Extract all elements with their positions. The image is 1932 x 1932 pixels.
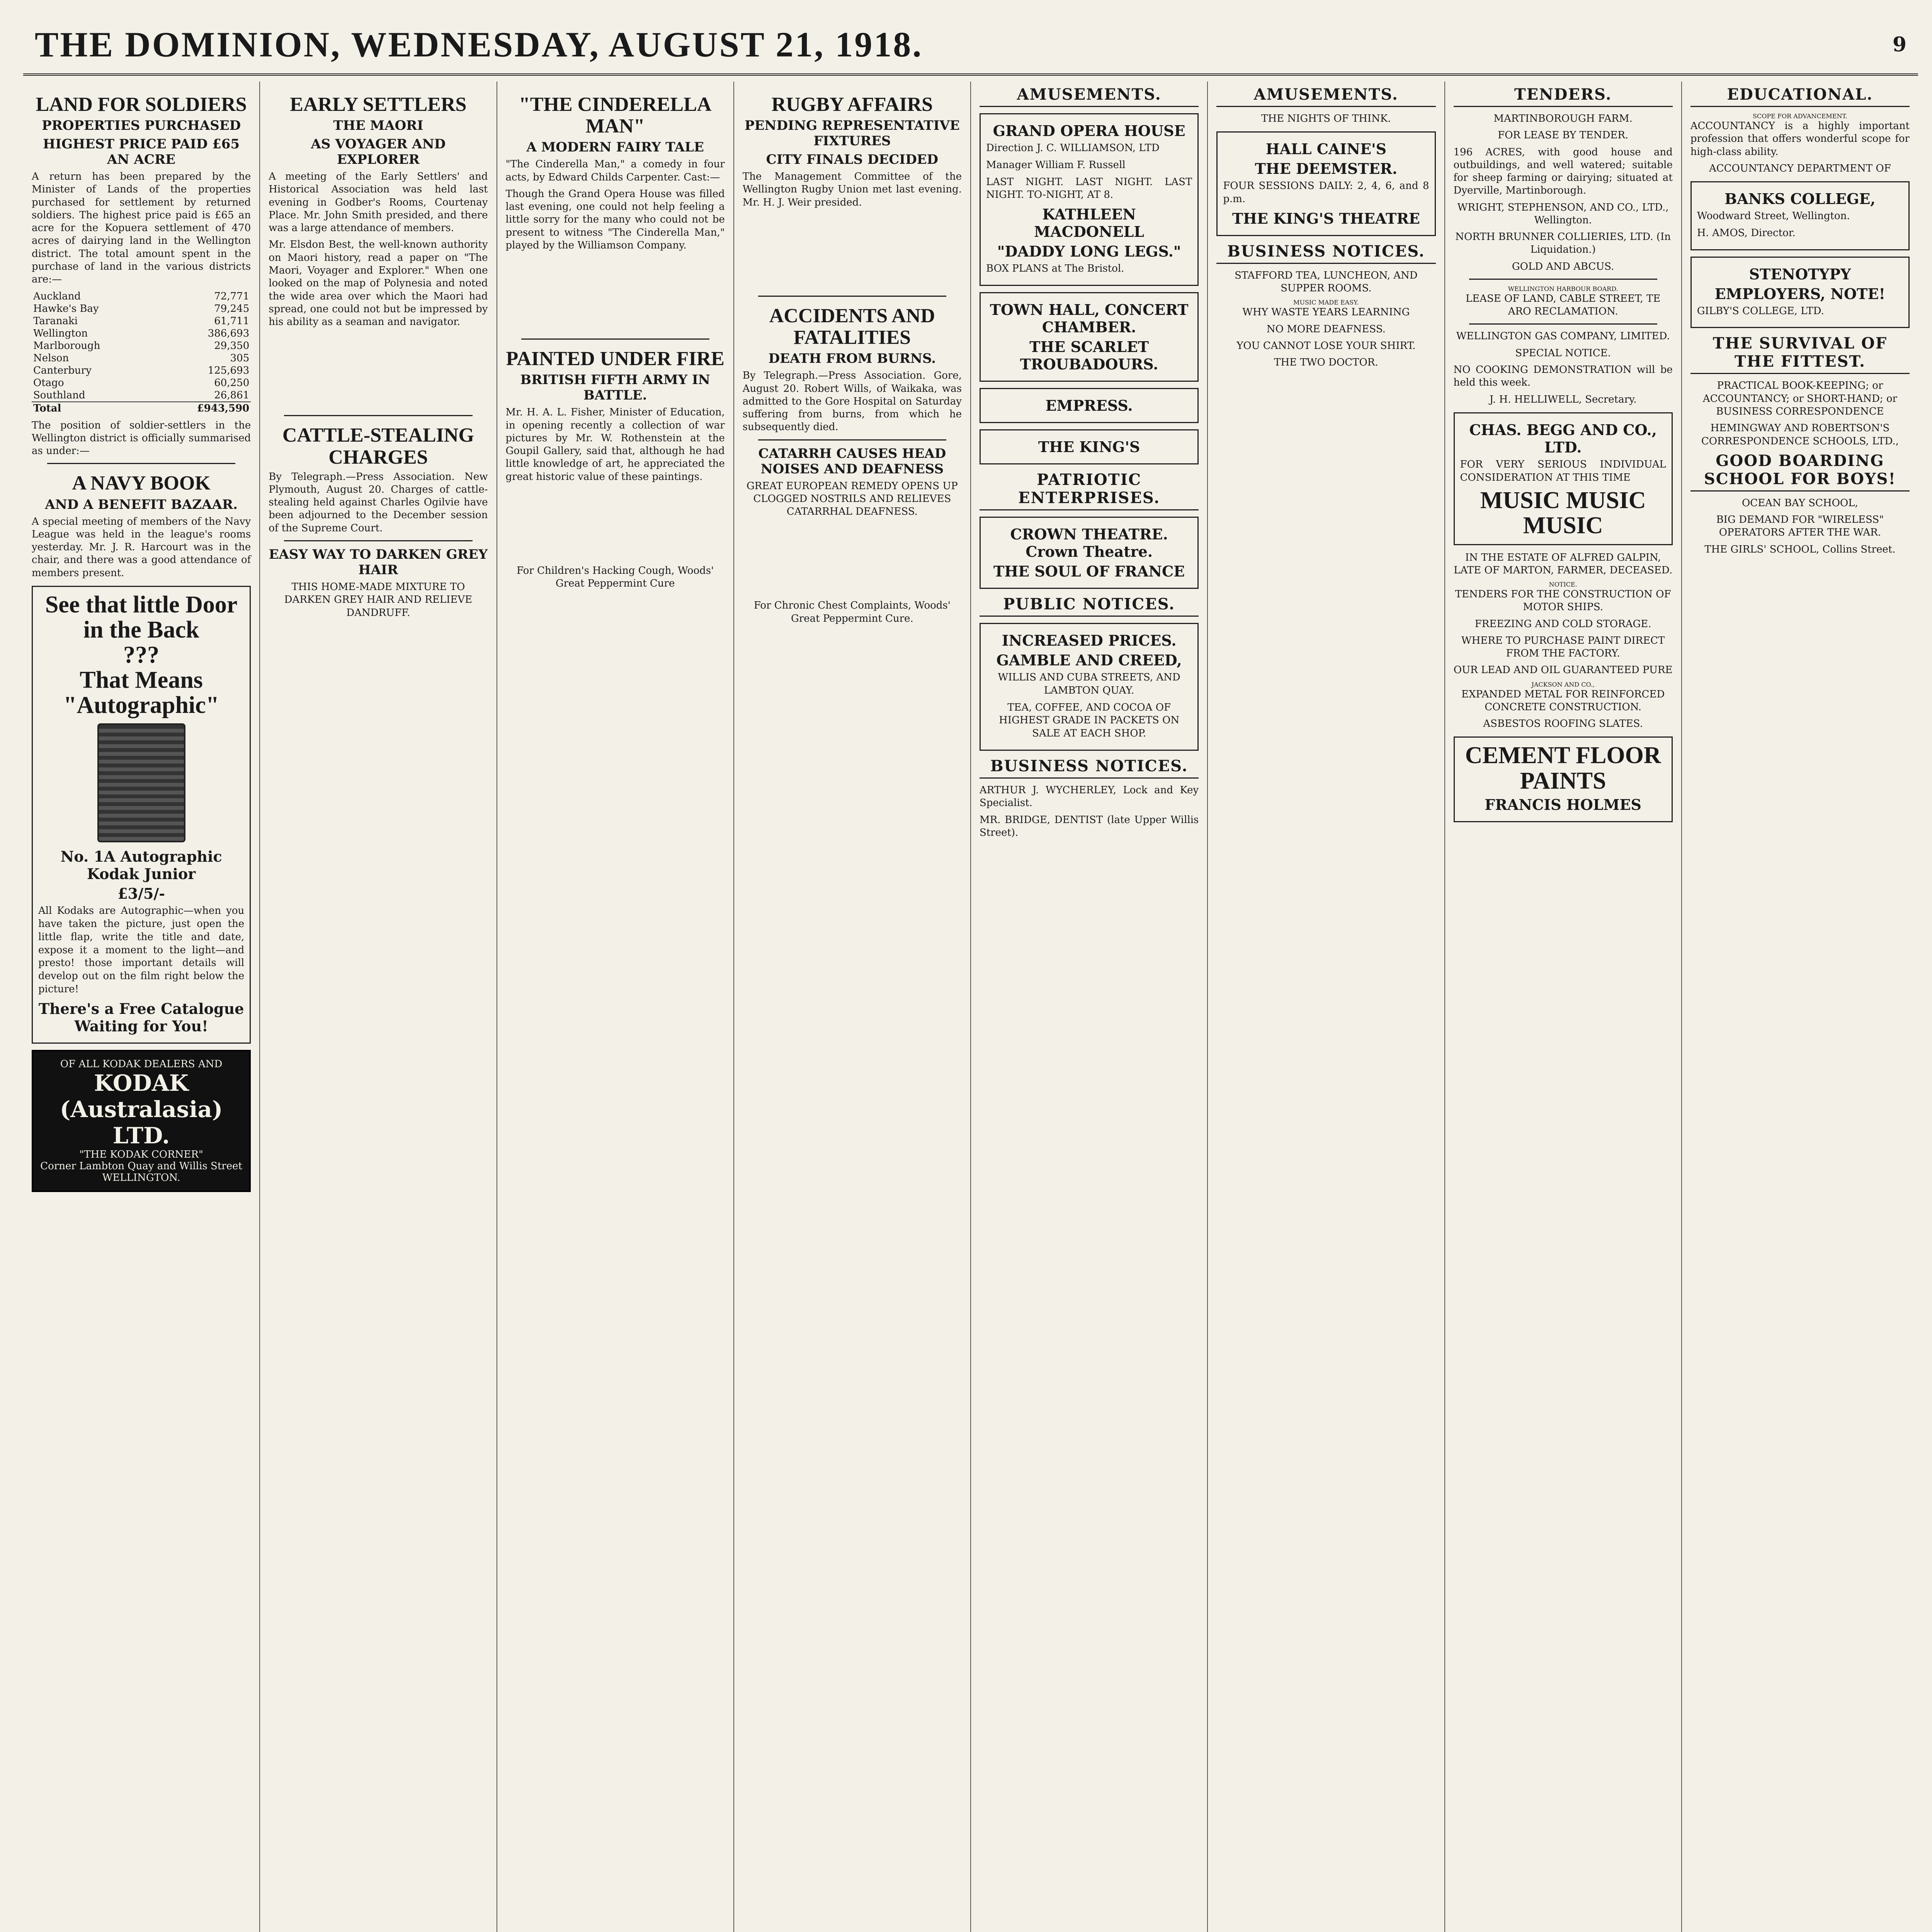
divider	[758, 296, 946, 297]
article-kicker: AS VOYAGER AND EXPLORER	[311, 136, 446, 168]
amount-cell: 79,245	[214, 303, 250, 315]
article-body: The Management Committee of the Wellington Rugby Union met last evening. Mr. H. J. Weir presided.	[742, 171, 962, 208]
masthead-title: THE DOMINION, WEDNESDAY, AUGUST 21, 1918.	[35, 25, 923, 64]
district-cell: Otago	[33, 377, 64, 389]
table-total-row	[32, 402, 251, 415]
begg-music: MUSIC MUSIC MUSIC	[1480, 487, 1646, 539]
crown-theatre-advert	[980, 517, 1199, 589]
divider	[284, 540, 472, 541]
article-body-2: The position of soldier-settlers in the Wellington district is officially summarised as under:—	[32, 419, 251, 457]
article-subheading: A MODERN FAIRY TALE	[526, 139, 704, 155]
article-heading-rugby: RUGBY AFFAIRS	[771, 94, 933, 116]
district-cell: Hawke's Bay	[33, 303, 99, 315]
article-heading-painted: PAINTED UNDER FIRE	[506, 348, 724, 370]
kodak-company: KODAK (Australasia) LTD.	[60, 1070, 223, 1149]
table-row	[32, 389, 251, 402]
freezing-storage: FREEZING AND COLD STORAGE.	[1475, 618, 1651, 630]
accountancy-notice: ACCOUNTANCY is a highly important profession that offers wonderful scope for high-class ability.	[1690, 120, 1910, 158]
article-heading-navy: A NAVY BOOK	[72, 472, 211, 495]
article-body: A return has been prepared by the Minister of Lands of the properties purchased for settlement by returned soldiers. The highest price paid is £65 an acre for the Kopuera settlement of 470 acres of dairying land in the Wellington district. The total amount spent in the purchase of land in the various districts are:—	[32, 171, 251, 286]
column-8	[1682, 82, 1918, 1932]
for-lease: FOR LEASE BY TENDER.	[1498, 129, 1629, 141]
district-cell: Wellington	[33, 327, 88, 339]
brunner-collieries: NORTH BRUNNER COLLIERIES, LTD. (In Liquidation.)	[1455, 231, 1671, 256]
lease-cable-street: LEASE OF LAND, CABLE STREET, TE ARO RECLAMATION.	[1465, 293, 1661, 318]
article-kicker: HIGHEST PRICE PAID £65 AN ACRE	[43, 136, 240, 168]
expanded-metal: EXPANDED METAL FOR REINFORCED CONCRETE CONSTRUCTION.	[1461, 688, 1665, 713]
article-body-2: Though the Grand Opera House was filled last evening, one could not help feeling a little sorry for the many who could not be present to witness "The Cinderella Man," played by the Williamson Company.	[505, 188, 725, 251]
empress-advert	[980, 388, 1199, 423]
divider	[758, 439, 946, 440]
motor-ships: TENDERS FOR THE CONSTRUCTION OF MOTOR SHIPS.	[1455, 588, 1671, 613]
doctor-notice: THE TWO DOCTOR.	[1274, 357, 1378, 369]
amount-cell: 26,861	[214, 389, 250, 401]
column-4	[734, 82, 971, 1932]
kings-theatre: THE KING'S THEATRE	[1232, 209, 1420, 227]
hall-caine: HALL CAINE'S	[1265, 140, 1387, 158]
cement-advert	[1454, 736, 1673, 822]
gold-abcus: GOLD AND ABCUS.	[1512, 260, 1614, 272]
district-cell: Marlborough	[33, 340, 100, 352]
begg-advert	[1454, 412, 1673, 545]
boarding-school: GOOD BOARDING SCHOOL FOR BOYS!	[1690, 452, 1910, 492]
francis-holmes: FRANCIS HOLMES	[1485, 796, 1641, 813]
amos-director: H. AMOS, Director.	[1697, 227, 1796, 239]
cough-cure-notice: For Children's Hacking Cough, Woods' Great Peppermint Cure	[516, 565, 714, 590]
stenotypy-title: STENOTYPY	[1749, 265, 1851, 283]
section-heading-amusements: AMUSEMENTS.	[980, 85, 1199, 107]
wycherley-notice: ARTHUR J. WYCHERLEY, Lock and Key Specialist.	[980, 784, 1199, 809]
columns	[23, 82, 1918, 1932]
banks-college: BANKS COLLEGE,	[1725, 190, 1876, 208]
district-cell: Southland	[33, 389, 85, 401]
deemster-title: THE DEEMSTER.	[1255, 160, 1398, 178]
deemster-advert	[1216, 131, 1435, 236]
begg-name: CHAS. BEGG AND CO., LTD.	[1469, 421, 1657, 456]
article-body-2: Mr. Elsdon Best, the well-known authority on Maori history, read a paper on "The Maori, Voyager and Explorer." When one looked on the map of Polynesia and noted the wide area over which the Maori had spread, one could not but be impressed by his ability as a seaman and navigator.	[269, 239, 488, 328]
asbestos-slates: ASBESTOS ROOFING SLATES.	[1483, 718, 1643, 730]
article-heading-accidents: ACCIDENTS AND FATALITIES	[769, 304, 935, 349]
kodak-advert	[32, 586, 251, 1044]
amount-cell: 305	[230, 352, 250, 364]
helliwell-signature: J. H. HELLIWELL, Secretary.	[1489, 393, 1637, 405]
survival-fittest: THE SURVIVAL OF THE FITTEST.	[1690, 334, 1910, 374]
article-heading-land-soldiers: LAND FOR SOLDIERS	[36, 94, 247, 116]
theatre-name: GRAND OPERA HOUSE	[993, 122, 1185, 139]
column-3	[497, 82, 734, 1932]
amount-cell: 125,693	[207, 364, 250, 376]
article-heading-hair: EASY WAY TO DARKEN GREY HAIR	[269, 546, 488, 578]
galpin-estate: IN THE ESTATE OF ALFRED GALPIN, LATE OF MARTON, FARMER, DECEASED.	[1454, 551, 1673, 576]
article-subheading-navy: AND A BENEFIT BAZAAR.	[45, 497, 238, 512]
kodak-city: WELLINGTON.	[102, 1172, 180, 1184]
district-cell: Taranaki	[33, 315, 78, 327]
total-value: £943,590	[154, 402, 251, 415]
theatre-play: "DADDY LONG LEGS."	[997, 243, 1181, 260]
jackson-co: JACKSON AND CO.,	[1531, 680, 1595, 688]
article-heading-early-settlers: EARLY SETTLERS	[290, 94, 467, 116]
kings-name: THE KING'S	[1038, 438, 1140, 456]
table-row	[32, 327, 251, 340]
cannot-lose-shirt: YOU CANNOT LOSE YOUR SHIRT.	[1236, 340, 1416, 352]
section-heading-tenders: TENDERS.	[1454, 85, 1673, 107]
article-body-catarrh: GREAT EUROPEAN REMEDY OPENS UP CLOGGED NOSTRILS AND RELIEVES CATARRHAL DEAFNESS.	[746, 480, 958, 518]
masthead	[23, 15, 1918, 76]
special-notice: SPECIAL NOTICE.	[1515, 347, 1611, 359]
employers-note: EMPLOYERS, NOTE!	[1714, 285, 1886, 303]
deemster-sessions: FOUR SESSIONS DAILY: 2, 4, 6, and 8 p.m.	[1223, 180, 1429, 205]
kodak-store: "THE KODAK CORNER"	[79, 1148, 203, 1160]
article-body-navy: A special meeting of members of the Navy League was held in the league's rooms yesterday. Mr. J. R. Harcourt was in the chair, and there was a good attendance of members present.	[32, 515, 251, 579]
advert-body: All Kodaks are Autographic—when you have taken the picture, just open the little flap, write the title and date, expose it a moment to the light—and presto! those important details will develop out on the film right below the picture!	[38, 905, 245, 995]
advert-that: That Means	[80, 667, 203, 694]
divider	[284, 415, 472, 416]
divider	[47, 463, 235, 464]
camera-illustration-icon	[97, 723, 185, 842]
cement-floor-paints: CEMENT FLOOR PAINTS	[1465, 742, 1661, 794]
cooking-notice: NO COOKING DEMONSTRATION will be held this week.	[1453, 364, 1673, 389]
table-row	[32, 364, 251, 377]
theatre-boxplans: BOX PLANS at The Bristol.	[986, 263, 1124, 275]
increased-prices: INCREASED PRICES.	[1002, 631, 1177, 649]
section-heading-patriotic: PATRIOTIC ENTERPRISES.	[980, 471, 1199, 510]
amount-cell: 72,771	[214, 290, 250, 302]
advert-word: "Autographic"	[63, 692, 219, 719]
district-cell: Canterbury	[33, 364, 92, 376]
section-heading-educational: EDUCATIONAL.	[1690, 85, 1910, 107]
waste-years: WHY WASTE YEARS LEARNING	[1242, 306, 1410, 318]
theatre-manager: Manager William F. Russell	[986, 159, 1126, 171]
crown-feature: THE SOUL OF FRANCE	[993, 562, 1185, 580]
girls-school: THE GIRLS' SCHOOL, Collins Street.	[1704, 543, 1896, 555]
banks-college-advert	[1690, 181, 1910, 250]
article-subheading: THE MAORI	[333, 118, 423, 134]
scope-advancement: SCOPE FOR ADVANCEMENT.	[1753, 112, 1847, 120]
advert-price: £3/5/-	[117, 885, 165, 903]
article-kicker: CITY FINALS DECIDED	[766, 152, 939, 168]
article-body: A meeting of the Early Settlers' and Historical Association was held last evening in Godber's Rooms, Courtenay Place. Mr. John Smith presided, and there was a large attendance of members.	[269, 171, 488, 234]
music-made-easy: MUSIC MADE EASY.	[1293, 299, 1359, 306]
article-heading-cinderella: "THE CINDERELLA MAN"	[519, 94, 712, 138]
article-subheading: PROPERTIES PURCHASED	[42, 118, 241, 134]
gilby-college: GILBY'S COLLEGE, LTD.	[1697, 305, 1824, 317]
stafford-notice: STAFFORD TEA, LUNCHEON, AND SUPPER ROOMS.	[1235, 269, 1418, 294]
gamble-address: WILLIS AND CUBA STREETS, AND LAMBTON QUAY.	[998, 671, 1180, 696]
section-heading-public-notices: PUBLIC NOTICES.	[980, 595, 1199, 617]
advert-question: ???	[123, 642, 160, 668]
paint-direct: WHERE TO PURCHASE PAINT DIRECT FROM THE FACTORY.	[1461, 634, 1665, 660]
column-5	[971, 82, 1208, 1932]
advert-model: No. 1A Autographic Kodak Junior	[60, 848, 222, 883]
table-row	[32, 303, 251, 315]
article-subheading: PENDING REPRESENTATIVE FIXTURES	[744, 118, 960, 149]
accountancy-department: ACCOUNTANCY DEPARTMENT OF	[1709, 162, 1891, 174]
bookkeeping-notice: PRACTICAL BOOK-KEEPING; or ACCOUNTANCY; or SHORT-HAND; or BUSINESS CORRESPONDENCE	[1702, 380, 1897, 417]
poem-title: THE NIGHTS OF THINK.	[1261, 113, 1391, 124]
amount-cell: 29,350	[214, 340, 250, 352]
empress-name: EMPRESS.	[1045, 396, 1133, 414]
theatre-nights: LAST NIGHT. LAST NIGHT. LAST NIGHT. TO-NIGHT, AT 8.	[986, 176, 1192, 201]
article-heading-catarrh: CATARRH CAUSES HEAD NOISES AND DEAFNESS	[758, 446, 946, 477]
hemingway-robertson: HEMINGWAY AND ROBERTSON'S CORRESPONDENCE SCHOOLS, LTD.,	[1701, 422, 1899, 447]
table-row	[32, 315, 251, 327]
kings-advert	[980, 429, 1199, 464]
theatre-direction: Direction J. C. WILLIAMSON, LTD	[986, 142, 1160, 154]
gas-company: WELLINGTON GAS COMPANY, LIMITED.	[1456, 330, 1670, 342]
table-row	[32, 352, 251, 364]
kodak-dealers: OF ALL KODAK DEALERS AND	[60, 1058, 223, 1070]
chest-cure-notice: For Chronic Chest Complaints, Woods' Great Peppermint Cure.	[753, 600, 951, 624]
gamble-tea: TEA, COFFEE, AND COCOA OF HIGHEST GRADE IN PACKETS ON SALE AT EACH SHOP.	[999, 701, 1180, 740]
woodward-street: Woodward Street, Wellington.	[1697, 210, 1850, 222]
article-heading-cattle: CATTLE-STEALING CHARGES	[282, 424, 474, 468]
stenotypy-advert	[1690, 257, 1910, 328]
gamble-name: GAMBLE AND CREED,	[996, 651, 1182, 669]
column-2	[260, 82, 497, 1932]
table-row	[32, 290, 251, 303]
harbour-board: WELLINGTON HARBOUR BOARD.	[1508, 285, 1618, 293]
amount-cell: 60,250	[214, 377, 250, 389]
wright-stephenson: WRIGHT, STEPHENSON, AND CO., LTD., Wellington.	[1457, 201, 1669, 226]
district-cell: Auckland	[33, 290, 81, 302]
page-number: 9	[1892, 32, 1906, 56]
theatre-star: KATHLEEN MACDONELL	[1034, 206, 1145, 241]
ocean-bay-school: OCEAN BAY SCHOOL,	[1742, 497, 1858, 509]
article-body-hair: THIS HOME-MADE MIXTURE TO DARKEN GREY HAIR AND RELIEVE DANDRUFF.	[284, 581, 473, 619]
no-more-deafness: NO MORE DEAFNESS.	[1266, 323, 1386, 335]
land-purchase-table	[32, 290, 251, 415]
article-body-accidents: By Telegraph.—Press Association. Gore, August 20. Robert Wills, of Waikaka, was admitted to the Gore Hospital on Saturday suffering from burns, from which he subsequently died.	[742, 370, 962, 433]
farm-title: MARTINBOROUGH FARM.	[1493, 113, 1633, 124]
town-hall-name: TOWN HALL, CONCERT CHAMBER.	[990, 301, 1189, 336]
article-body-cattle: By Telegraph.—Press Association. New Plymouth, August 20. Charges of cattle-stealing held against Charles Ogilvie have been adjourned to the December session of the Supreme Court.	[269, 471, 488, 534]
article-body-painted: Mr. H. A. L. Fisher, Minister of Education, in opening recently a collection of war pictures by Mr. W. Rothenstein at the Goupil Gallery, said that, although he had little knowledge of art, he appreciated the great historic value of these paintings.	[505, 406, 725, 483]
town-hall-advert	[980, 292, 1199, 382]
section-heading-business-2: BUSINESS NOTICES.	[1216, 242, 1435, 264]
divider	[521, 338, 709, 340]
bridge-notice: MR. BRIDGE, DENTIST (late Upper Willis Street).	[980, 814, 1199, 838]
column-1	[23, 82, 260, 1932]
section-heading-amusements-2: AMUSEMENTS.	[1216, 85, 1435, 107]
crown-name: CROWN THEATRE. Crown Theatre.	[1010, 525, 1168, 560]
column-6	[1208, 82, 1445, 1932]
gamble-creed-advert	[980, 623, 1199, 751]
opera-house-advert	[980, 113, 1199, 286]
amount-cell: 386,693	[207, 327, 250, 339]
district-cell: Nelson	[33, 352, 69, 364]
amount-cell: 61,711	[214, 315, 250, 327]
table-row	[32, 377, 251, 389]
advert-catalogue: There's a Free Catalogue Waiting for You!	[38, 1000, 244, 1035]
article-body: "The Cinderella Man," a comedy in four acts, by Edward Childs Carpenter. Cast:—	[505, 158, 725, 183]
section-heading-business: BUSINESS NOTICES.	[980, 757, 1199, 779]
begg-instrument: FOR VERY SERIOUS INDIVIDUAL CONSIDERATION AT THIS TIME	[1460, 458, 1666, 483]
kodak-footer	[32, 1050, 251, 1192]
table-row	[32, 340, 251, 352]
total-label: Total	[32, 402, 154, 415]
acres-notice: 196 ACRES, with good house and outbuildings, and well watered; suitable for sheep farming or dairying; situated at Dyerville, Martinborough.	[1453, 146, 1673, 197]
advert-headline: See that little Door in the Back	[45, 591, 238, 643]
notice-title: NOTICE.	[1549, 581, 1577, 588]
column-7	[1445, 82, 1682, 1932]
kodak-address: Corner Lambton Quay and Willis Street	[40, 1160, 242, 1172]
article-subheading-painted: BRITISH FIFTH ARMY IN BATTLE.	[520, 372, 710, 403]
lead-oil: OUR LEAD AND OIL GUARANTEED PURE	[1453, 664, 1673, 676]
article-subheading-accidents: DEATH FROM BURNS.	[768, 351, 936, 367]
wireless-operators: BIG DEMAND FOR "WIRELESS" OPERATORS AFTER THE WAR.	[1716, 514, 1884, 539]
troubadours: THE SCARLET TROUBADOURS.	[1020, 338, 1158, 373]
